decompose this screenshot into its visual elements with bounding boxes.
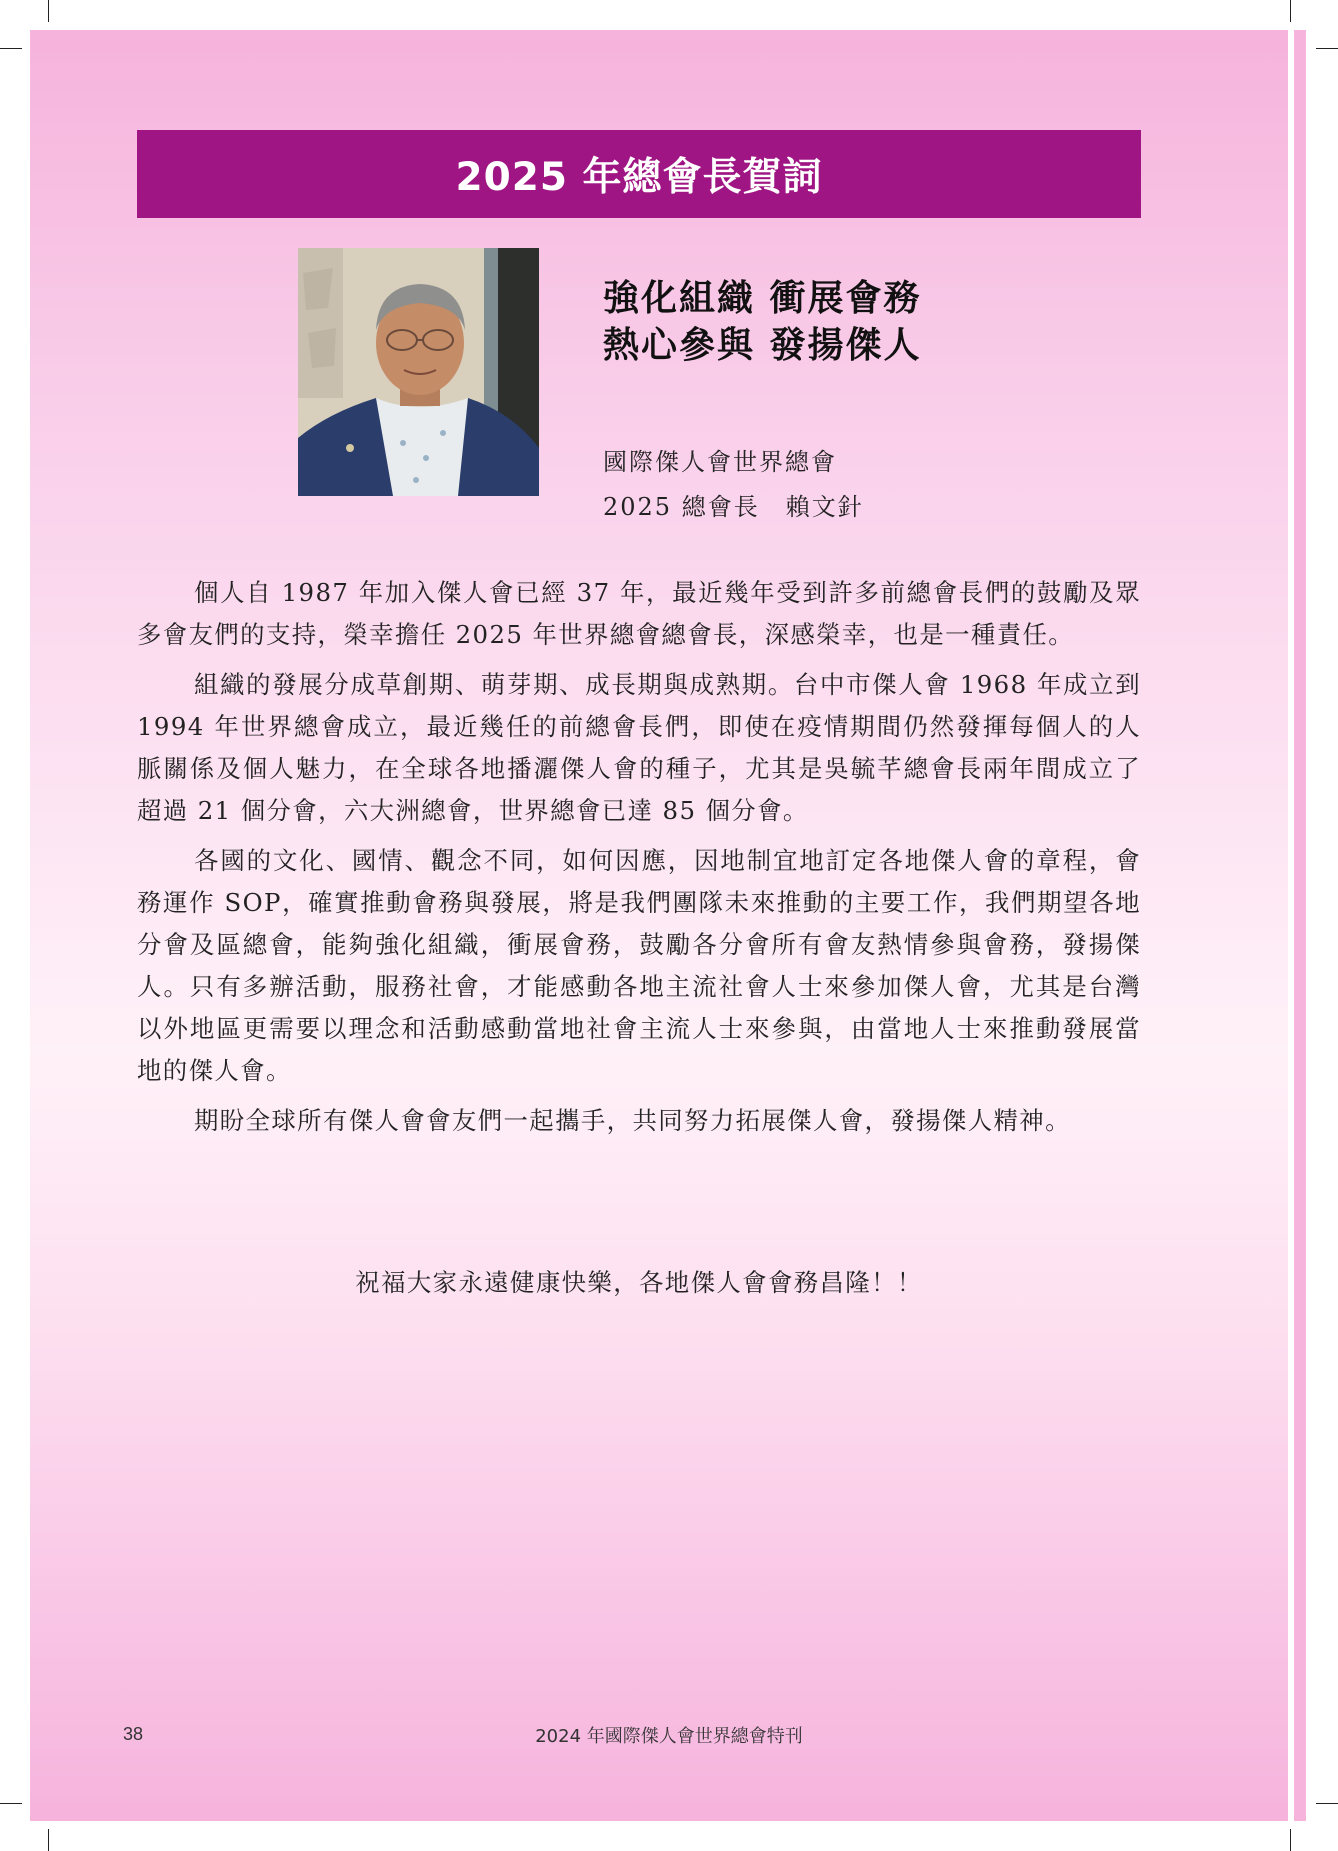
signature-organization: 國際傑人會世界總會 [603,448,837,476]
slogan [603,275,922,369]
publication-title: 2024 年國際傑人會世界總會特刊 [535,1726,803,1747]
crop-mark [1290,0,1291,22]
body-paragraph: 個人自 1987 年加入傑人會已經 37 年，最近幾年受到許多前總會長們的鼓勵及眾多會友們的支持，榮幸擔任 2025 年世界總會總會長，深感榮幸，也是一種責任。 [137,578,1141,649]
closing-blessing: 祝福大家永遠健康快樂，各地傑人會會務昌隆！！ [355,1268,923,1297]
body-paragraph: 組織的發展分成草創期、萌芽期、成長期與成熟期。台中市傑人會 1968 年成立到 1994 年世界總會成立，最近幾任的前總會長們，即使在疫情期間仍然發揮每個人的人脈關係及個人魅力，在全球各地播灑傑人會的種子，尤其是吳毓芊總會長兩年間成立了超過 21 個分會，六大洲總會，世界總會已達 85 個分會。 [137,670,1141,825]
crop-mark [0,1803,22,1804]
crop-mark [48,1829,49,1851]
body-paragraph: 期盼全球所有傑人會會友們一起攜手，共同努力拓展傑人會，發揚傑人精神。 [194,1106,1071,1135]
slogan-line-1: 強化組織 衝展會務 [603,277,922,319]
title-banner [137,130,1141,218]
crop-mark [48,0,49,22]
message-body [137,572,1141,1150]
signature-role-name: 2025 總會長 賴文針 [603,493,864,521]
president-portrait [298,248,539,496]
crop-mark [1316,48,1338,49]
crop-mark [0,48,22,49]
page-bleed-strip [1294,30,1306,1821]
page-number: 38 [123,1724,144,1744]
slogan-line-2: 熱心參與 發揚傑人 [603,324,922,366]
page-title: 2025 年總會長賀詞 [455,155,823,200]
crop-mark [1316,1803,1338,1804]
crop-mark [1290,1829,1291,1851]
signature-block [603,440,864,530]
body-paragraph: 各國的文化、國情、觀念不同，如何因應，因地制宜地訂定各地傑人會的章程，會務運作 SOP，確實推動會務與發展，將是我們團隊未來推動的主要工作，我們期望各地分會及區總會，能夠強化組織，衝展會務，鼓勵各分會所有會友熱情參與會務，發揚傑人。只有多辦活動，服務社會，才能感動各地主流社會人士來參加傑人會，尤其是台灣以外地區更需要以理念和活動感動當地社會主流人士來參與，由當地人士來推動發展當地的傑人會。 [137,846,1141,1085]
